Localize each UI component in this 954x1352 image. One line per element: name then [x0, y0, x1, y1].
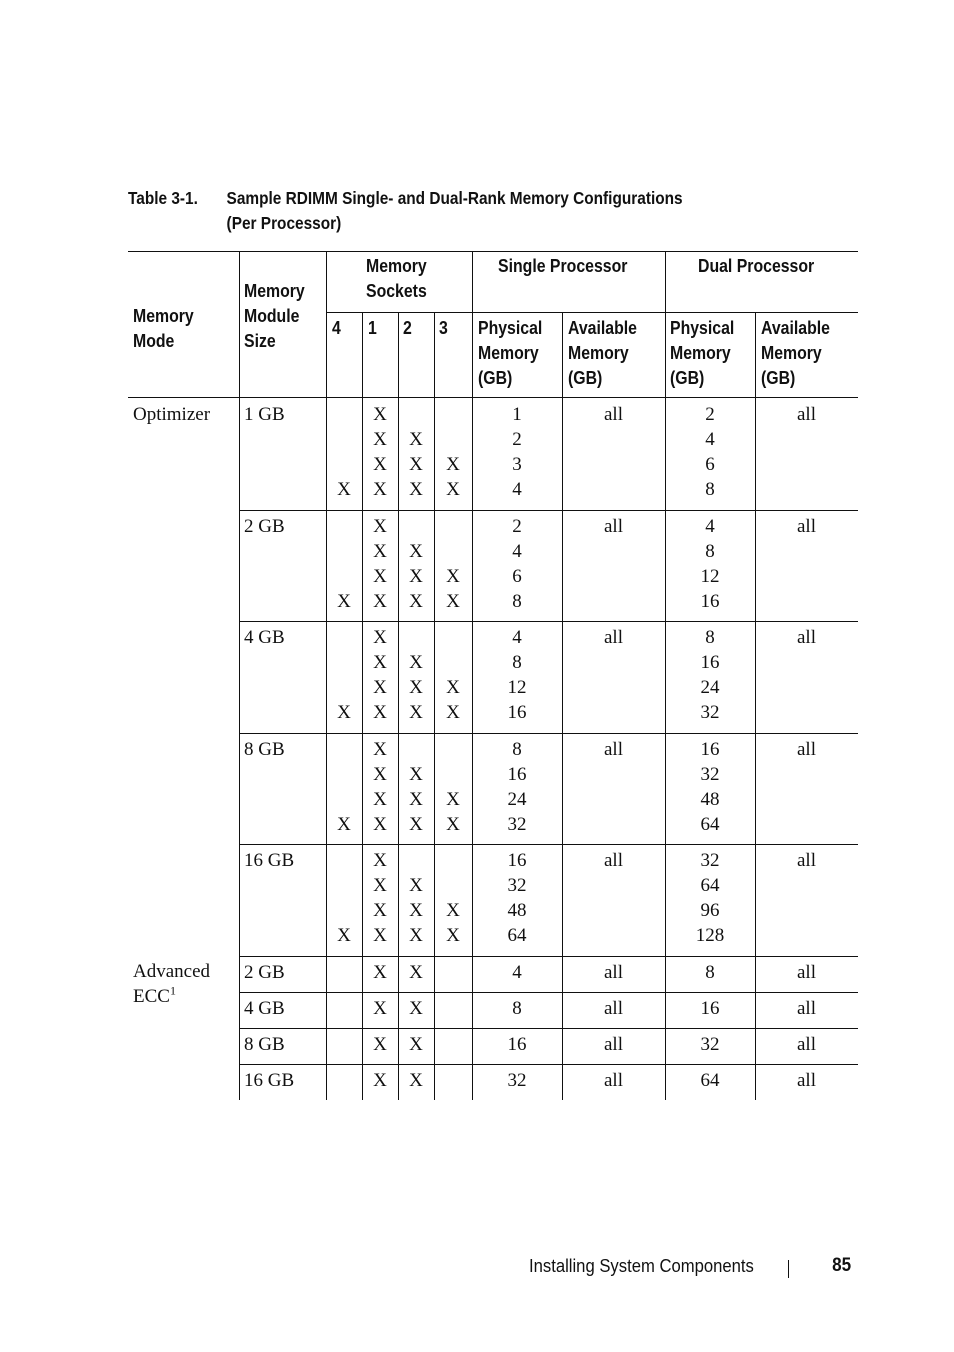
column-divider: [434, 1064, 435, 1100]
dp-available-cell: all: [797, 962, 816, 983]
socket-3-cell: X X: [446, 454, 460, 500]
header-sp-physical: Physical Memory (GB): [478, 318, 543, 388]
dp-physical-cell: 2 4 6 8: [705, 404, 715, 500]
socket-2-cell: X: [409, 998, 423, 1019]
dp-available-cell: all: [797, 739, 816, 760]
dp-physical-cell: 16 32 48 64: [700, 739, 720, 835]
column-divider: [326, 992, 327, 1028]
header-divider: [326, 251, 327, 398]
socket-1-cell: X: [373, 998, 387, 1019]
header-divider: [398, 312, 399, 398]
header-socket-1: 1: [368, 318, 377, 338]
socket-2-cell: X X X: [409, 764, 423, 835]
dp-available-cell: all: [797, 850, 816, 871]
row-separator: [239, 1064, 858, 1065]
header-dp-available: Available Memory (GB): [761, 318, 830, 388]
socket-2-cell: X X X: [409, 652, 423, 723]
column-divider: [326, 1064, 327, 1100]
socket-2-cell: X X X: [409, 875, 423, 946]
dp-available-cell: all: [797, 516, 816, 537]
column-divider: [239, 992, 240, 1028]
header-dp-physical: Physical Memory (GB): [670, 318, 735, 388]
dp-available-cell: all: [797, 1034, 816, 1055]
row-separator: [239, 1028, 858, 1029]
socket-3-cell: X X: [446, 900, 460, 946]
sp-physical-cell: 8: [512, 998, 522, 1019]
column-divider: [326, 1028, 327, 1064]
socket-1-cell: X X X X: [373, 739, 387, 835]
header-socket-4: 4: [332, 318, 341, 338]
column-divider: [239, 1028, 240, 1064]
sp-available-cell: all: [604, 998, 623, 1019]
socket-1-cell: X: [373, 1034, 387, 1055]
module-size-cell: 16 GB: [244, 850, 295, 871]
page-number: 85: [831, 1255, 851, 1276]
dp-physical-cell: 8 16 24 32: [700, 627, 720, 723]
header-sp-available: Available Memory (GB): [568, 318, 637, 388]
sp-physical-cell: 4: [512, 962, 522, 983]
header-module-size: Memory Module Size: [244, 281, 305, 351]
table-title-line1: Sample RDIMM Single- and Dual-Rank Memory Configurations: [226, 188, 683, 208]
module-size-cell: 8 GB: [244, 1034, 285, 1055]
module-size-cell: 2 GB: [244, 516, 285, 537]
footnote-marker: 1: [169, 983, 176, 998]
header-dual-processor: Dual Processor: [698, 256, 815, 276]
dp-physical-cell: 8: [705, 962, 715, 983]
sp-available-cell: all: [604, 516, 623, 537]
module-size-cell: 4 GB: [244, 627, 285, 648]
header-divider: [362, 312, 363, 398]
sp-physical-cell: 32: [507, 1070, 527, 1091]
row-separator: [239, 992, 858, 993]
table-number: Table 3-1.: [128, 188, 198, 208]
dp-physical-cell: 64: [700, 1070, 720, 1091]
header-sub-rule: [326, 312, 858, 313]
socket-3-cell: X X: [446, 789, 460, 835]
module-size-cell: 8 GB: [244, 739, 285, 760]
header-divider: [665, 251, 666, 398]
socket-4-cell: X: [337, 925, 351, 946]
sp-available-cell: all: [604, 1034, 623, 1055]
header-bottom-rule: [128, 397, 858, 398]
module-size-cell: 1 GB: [244, 404, 285, 425]
dp-physical-cell: 32 64 96 128: [695, 850, 725, 946]
module-size-cell: 4 GB: [244, 998, 285, 1019]
sp-physical-cell: 1 2 3 4: [512, 404, 522, 500]
dp-available-cell: all: [797, 404, 816, 425]
socket-2-cell: X: [409, 1034, 423, 1055]
dp-available-cell: all: [797, 627, 816, 648]
socket-1-cell: X: [373, 1070, 387, 1091]
sp-physical-cell: 16 32 48 64: [507, 850, 527, 946]
row-separator: [239, 956, 858, 957]
socket-2-cell: X X X: [409, 541, 423, 612]
column-divider: [434, 1028, 435, 1064]
dp-available-cell: all: [797, 998, 816, 1019]
socket-4-cell: X: [337, 591, 351, 612]
header-divider: [239, 251, 240, 398]
socket-1-cell: X: [373, 962, 387, 983]
sp-physical-cell: 2 4 6 8: [512, 516, 522, 612]
sp-available-cell: all: [604, 627, 623, 648]
sp-available-cell: all: [604, 850, 623, 871]
row-separator: [239, 844, 858, 845]
header-memory-sockets: Memory Sockets: [366, 256, 427, 301]
socket-4-cell: X: [337, 479, 351, 500]
table-caption: [128, 186, 762, 236]
column-divider: [434, 956, 435, 992]
module-size-cell: 16 GB: [244, 1070, 295, 1091]
dp-physical-cell: 4 8 12 16: [700, 516, 720, 612]
header-socket-3: 3: [439, 318, 448, 338]
socket-1-cell: X X X X: [373, 404, 387, 500]
column-divider: [434, 992, 435, 1028]
sp-available-cell: all: [604, 962, 623, 983]
socket-2-cell: X: [409, 1070, 423, 1091]
socket-2-cell: X: [409, 962, 423, 983]
column-divider: [239, 398, 240, 510]
column-divider: [239, 956, 240, 992]
table-top-rule: [128, 251, 858, 252]
column-divider: [239, 1064, 240, 1100]
footer-section-title: Installing System Components: [529, 1255, 754, 1276]
row-separator: [239, 733, 858, 734]
header-divider: [434, 312, 435, 398]
header-socket-2: 2: [403, 318, 412, 338]
socket-2-cell: X X X: [409, 429, 423, 500]
socket-4-cell: X: [337, 702, 351, 723]
sp-available-cell: all: [604, 739, 623, 760]
dp-physical-cell: 32: [700, 1034, 720, 1055]
header-divider: [472, 251, 473, 398]
column-divider: [239, 844, 240, 956]
header-single-processor: Single Processor: [498, 256, 628, 276]
header-divider: [755, 312, 756, 398]
socket-1-cell: X X X X: [373, 627, 387, 723]
socket-1-cell: X X X X: [373, 516, 387, 612]
mode-optimizer: Optimizer: [133, 404, 211, 425]
module-size-cell: 2 GB: [244, 962, 285, 983]
column-divider: [239, 733, 240, 844]
sp-physical-cell: 4 8 12 16: [507, 627, 527, 723]
table-title-line2: (Per Processor): [226, 213, 342, 233]
socket-3-cell: X X: [446, 677, 460, 723]
dp-available-cell: all: [797, 1070, 816, 1091]
socket-4-cell: X: [337, 814, 351, 835]
sp-physical-cell: 8 16 24 32: [507, 739, 527, 835]
socket-1-cell: X X X X: [373, 850, 387, 946]
sp-available-cell: all: [604, 404, 623, 425]
dp-physical-cell: 16: [700, 998, 720, 1019]
mode-advanced-ecc: Advanced ECC$^1$: [133, 961, 211, 1007]
sp-physical-cell: 16: [507, 1034, 527, 1055]
row-separator: [239, 510, 858, 511]
header-divider: [562, 312, 563, 398]
sp-available-cell: all: [604, 1070, 623, 1091]
footer-divider: [788, 1260, 789, 1278]
column-divider: [326, 956, 327, 992]
socket-3-cell: X X: [446, 566, 460, 612]
column-divider: [239, 621, 240, 733]
header-memory-mode: Memory Mode: [133, 306, 194, 351]
row-separator: [239, 621, 858, 622]
column-divider: [239, 510, 240, 621]
